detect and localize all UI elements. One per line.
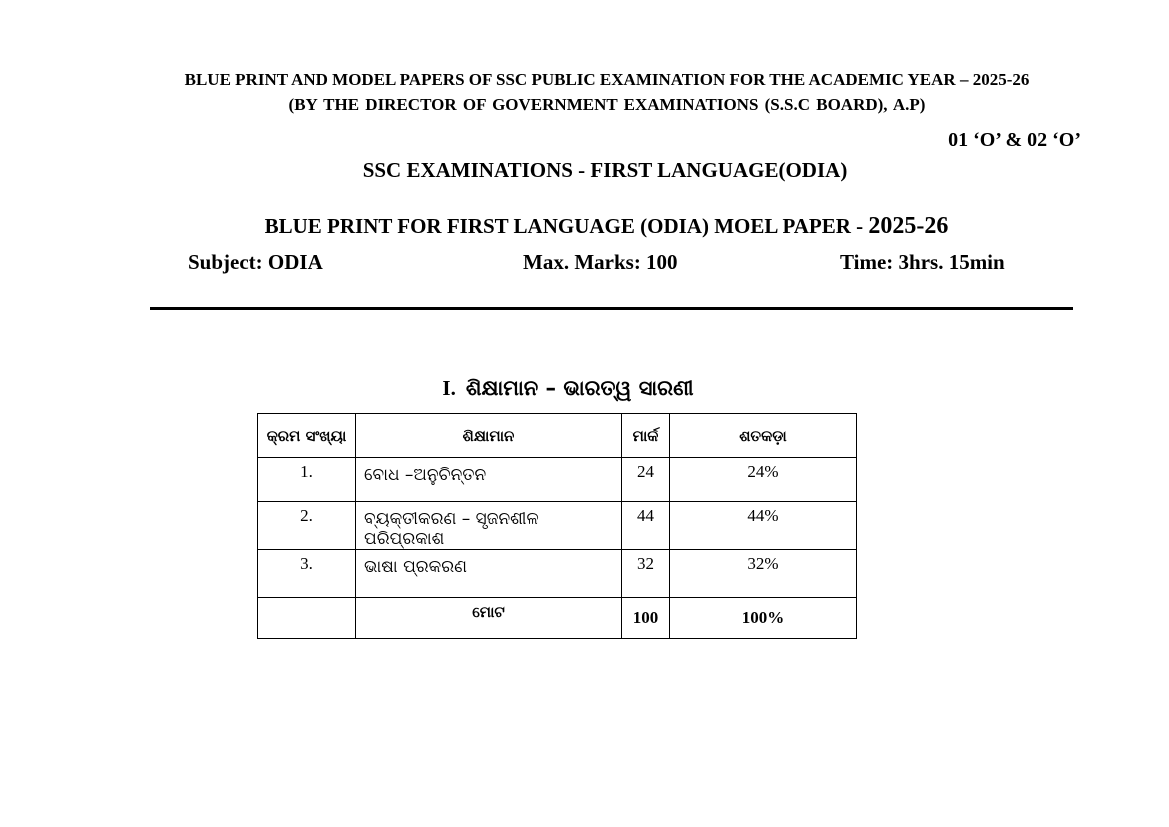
total-marks: 100 — [622, 598, 670, 639]
time-label: Time: 3hrs. 15min — [840, 250, 1005, 274]
paper-code: 01 ‘O’ & 02 ‘O’ — [948, 129, 1081, 151]
table-row — [258, 458, 857, 502]
document-header-line-2: (BY THE DIRECTOR OF GOVERNMENT EXAMINATIONS (S.S.C BOARD), A.P) — [288, 95, 926, 114]
row-serial: 2. — [258, 502, 356, 550]
section-title-text: ଶିକ୍ଷାମାନ – ଭାରତ୍ୱ ସାରଣୀ — [465, 376, 694, 400]
row-serial: 1. — [258, 458, 356, 502]
table-header-row — [258, 414, 857, 458]
subject-label: Subject: ODIA — [188, 250, 323, 274]
max-marks-label: Max. Marks: 100 — [523, 250, 678, 274]
total-empty-cell — [258, 598, 356, 639]
row-percent: 32% — [670, 550, 857, 598]
blueprint-title-text: BLUE PRINT FOR FIRST LANGUAGE (ODIA) MOEL PAPER - — [264, 214, 869, 238]
total-label: ମୋଟ — [356, 598, 622, 639]
table-row — [258, 550, 857, 598]
header-area: ଶିକ୍ଷାମାନ — [356, 414, 622, 458]
exam-title: SSC EXAMINATIONS - FIRST LANGUAGE(ODIA) — [362, 158, 848, 182]
blueprint-title — [0, 213, 1169, 240]
row-percent: 24% — [670, 458, 857, 502]
row-marks: 44 — [622, 502, 670, 550]
row-area: ବୋଧ –ଅନୁଚିନ୍ତନ — [356, 458, 622, 502]
blueprint-year: 2025-26 — [868, 213, 949, 239]
section-title — [0, 376, 1136, 401]
row-marks: 24 — [622, 458, 670, 502]
total-percent: 100% — [670, 598, 857, 639]
document-header-line-1: BLUE PRINT AND MODEL PAPERS OF SSC PUBLIC EXAMINATION FOR THE ACADEMIC YEAR – 2025-26 — [184, 70, 1030, 89]
header-serial-no: କ୍ରମ ସଂଖ୍ୟା — [258, 414, 356, 458]
weightage-table — [257, 413, 857, 639]
table-total-row — [258, 598, 857, 639]
row-serial: 3. — [258, 550, 356, 598]
header-marks: ମାର୍କ — [622, 414, 670, 458]
row-percent: 44% — [670, 502, 857, 550]
table-row — [258, 502, 857, 550]
row-area: ଭାଷା ପ୍ରକରଣ — [356, 550, 622, 598]
row-area: ବ୍ୟକ୍ତୀକରଣ – ସୃଜନଶୀଳ ପରିପ୍ରକାଶ — [356, 502, 622, 550]
header-percentage: ଶତକଡ଼ା — [670, 414, 857, 458]
row-marks: 32 — [622, 550, 670, 598]
header-divider — [150, 307, 1073, 310]
section-number: I. — [442, 376, 456, 400]
